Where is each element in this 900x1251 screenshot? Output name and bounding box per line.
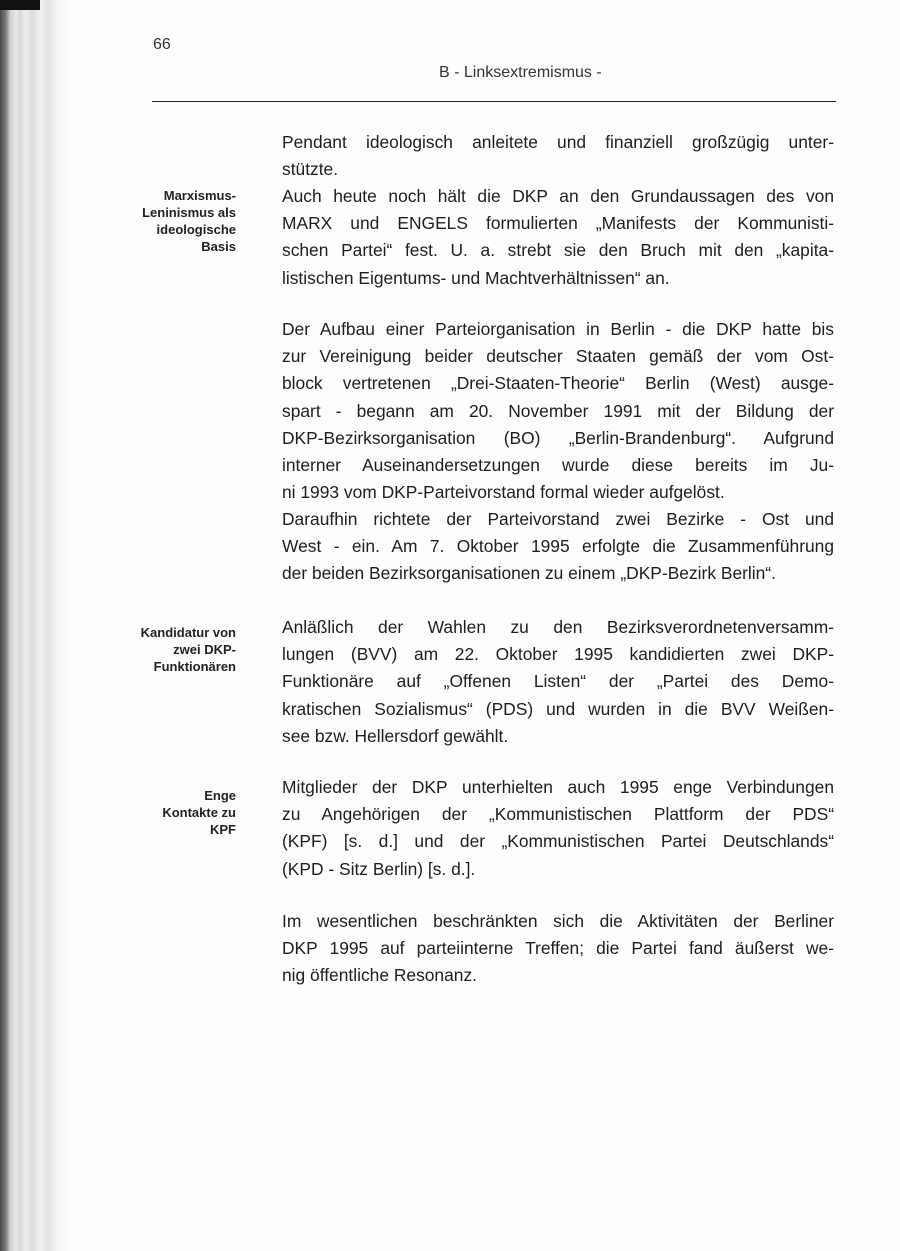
text-line: MARX und ENGELS formulierten „Manifests der Kommunisti- [282, 213, 834, 234]
text-line: stützte. [282, 159, 339, 180]
margin-note-kandidatur [86, 624, 236, 675]
text-line: zu Angehörigen der „Kommunistischen Plattform der PDS“ [282, 804, 834, 825]
text-line: Funktionäre auf „Offenen Listen“ der „Partei des Demo- [282, 671, 834, 692]
paragraph-p4 [282, 506, 834, 588]
text-line: block vertretenen „Drei-Staaten-Theorie“ Berlin (West) ausge- [282, 373, 834, 394]
margin-note-line: zwei DKP- [173, 642, 236, 657]
text-line: zur Vereinigung beider deutscher Staaten gemäß der vom Ost- [282, 346, 834, 367]
text-line: spart - begann am 20. November 1991 mit der Bildung der [282, 400, 834, 421]
margin-note-line: Funktionären [153, 659, 236, 674]
margin-note-line: Basis [201, 239, 236, 254]
text-line: listischen Eigentums- und Machtverhältnissen“ an. [282, 267, 670, 288]
margin-note-line: Kandidatur von [140, 625, 236, 640]
margin-note-line: Marxismus- [163, 188, 236, 203]
text-line: Anläßlich der Wahlen zu den Bezirksverordnetenversamm- [282, 617, 834, 637]
text-line: schen Partei“ fest. U. a. strebt sie den Bruch mit den „kapita- [282, 240, 834, 261]
paragraph-p3 [282, 316, 834, 506]
text-line: Pendant ideologisch anleitete und finanziell großzügig unter- [282, 132, 834, 152]
text-line: see bzw. Hellersdorf gewählt. [282, 725, 509, 746]
text-line: (KPF) [s. d.] und der „Kommunistischen Partei Deutschlands“ [282, 831, 834, 852]
page-number: 66 [153, 36, 171, 53]
text-line: DKP-Bezirksorganisation (BO) „Berlin-Brandenburg“. Aufgrund [282, 427, 834, 448]
paragraph-p7 [282, 908, 834, 990]
text-line: nig öffentliche Resonanz. [282, 965, 477, 986]
text-line: West - ein. Am 7. Oktober 1995 erfolgte die Zusammenführung [282, 536, 834, 557]
margin-note-line: KPF [210, 822, 236, 837]
paragraph-p1 [282, 129, 834, 183]
margin-note-line: Enge [204, 788, 236, 803]
text-line: DKP 1995 auf parteiinterne Treffen; die Partei fand äußerst we- [282, 938, 834, 959]
text-line: lungen (BVV) am 22. Oktober 1995 kandidierten zwei DKP- [282, 644, 834, 665]
text-line: der beiden Bezirksorganisationen zu einem „DKP-Bezirk Berlin“. [282, 563, 776, 584]
paragraph-p6 [282, 774, 834, 883]
text-line: Daraufhin richtete der Parteivorstand zwei Bezirke - Ost und [282, 509, 834, 529]
paragraph-p2 [282, 183, 834, 292]
text-line: (KPD - Sitz Berlin) [s. d.]. [282, 858, 476, 879]
text-line: Der Aufbau einer Parteiorganisation in Berlin - die DKP hatte bis [282, 319, 834, 339]
text-line: ni 1993 vom DKP-Parteivorstand formal wieder aufgelöst. [282, 482, 725, 503]
text-line: kratischen Sozialismus“ (PDS) und wurden in die BVV Weißen- [282, 698, 834, 719]
margin-note-kontakte [86, 787, 236, 838]
text-line: Im wesentlichen beschränkten sich die Aktivitäten der Berliner [282, 911, 834, 931]
paragraph-p5 [282, 614, 834, 750]
margin-note-line: Leninismus als [142, 205, 236, 220]
margin-note-line: ideologische [156, 222, 236, 237]
text-line: interner Auseinandersetzungen wurde diese bereits im Ju- [282, 455, 834, 476]
header-rule [152, 101, 836, 102]
scan-corner-mark [0, 0, 40, 10]
margin-note-marxismus [86, 187, 236, 255]
book-spine-edge [0, 0, 70, 1251]
margin-note-line: Kontakte zu [162, 805, 236, 820]
text-line: Mitglieder der DKP unterhielten auch 1995 enge Verbindungen [282, 777, 834, 797]
running-head: B - Linksextremismus - [439, 64, 602, 81]
text-line: Auch heute noch hält die DKP an den Grundaussagen des von [282, 186, 834, 206]
